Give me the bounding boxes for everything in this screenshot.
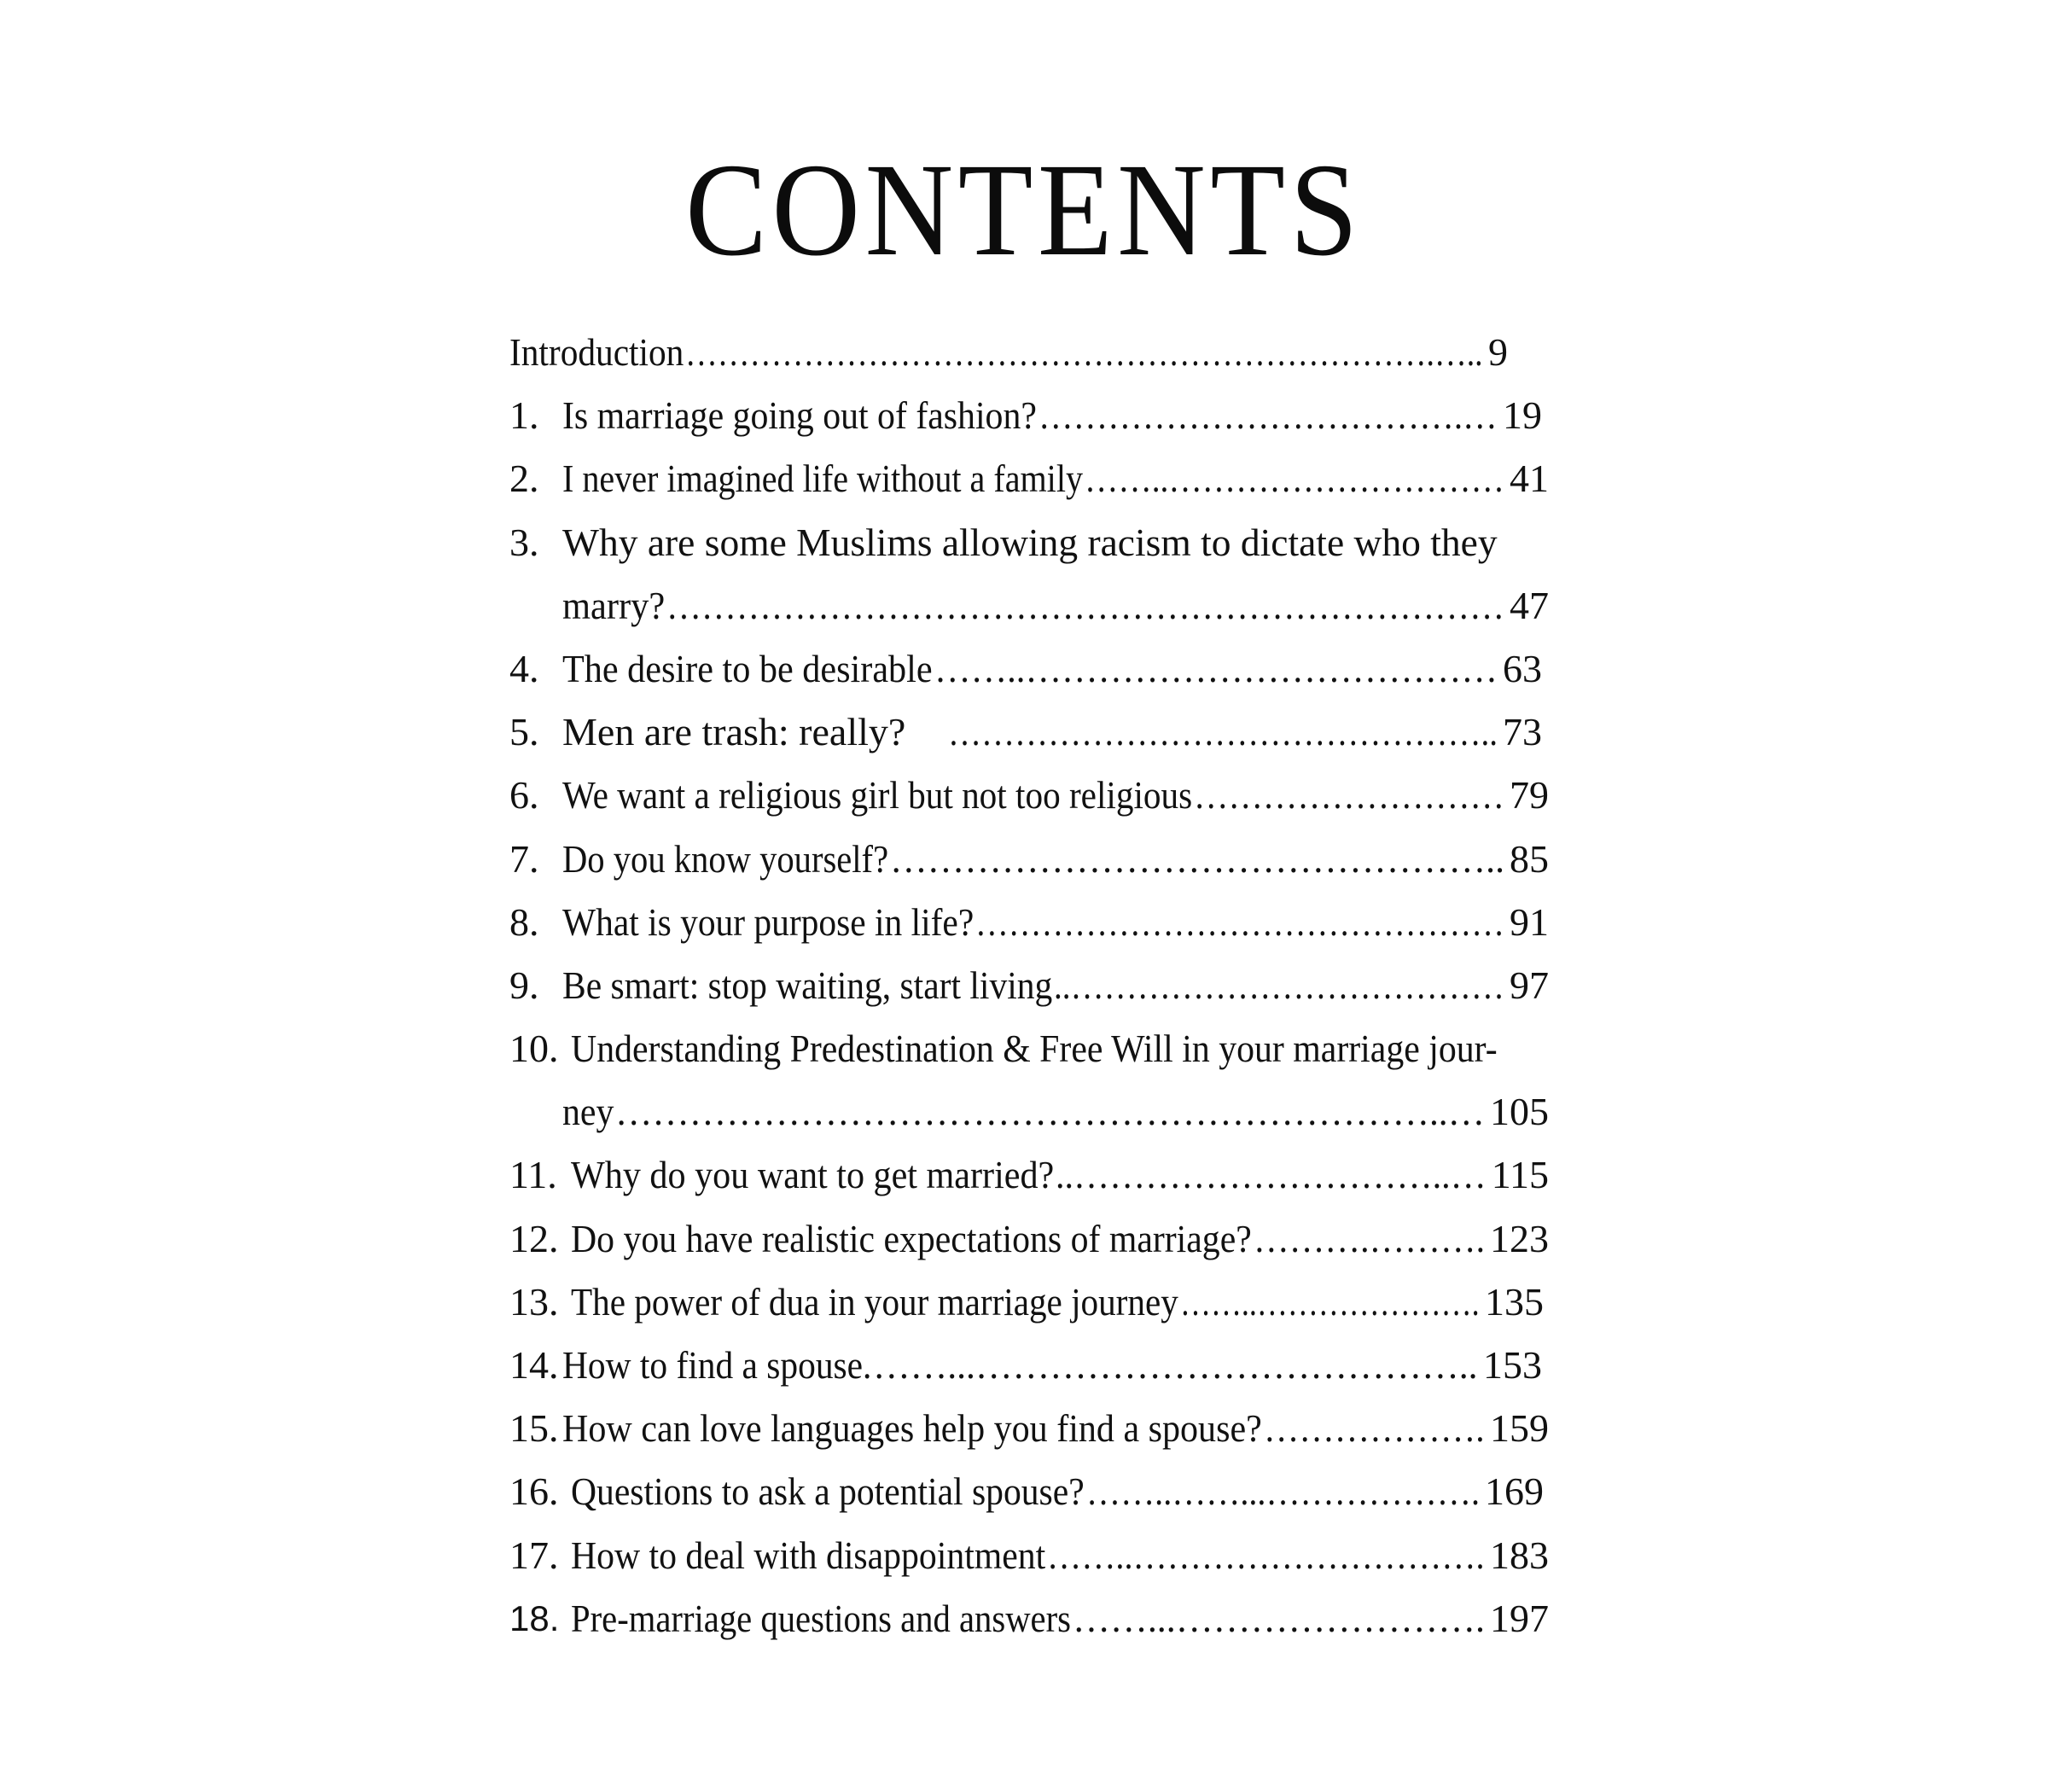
toc-page-number: 105: [1490, 1090, 1549, 1134]
toc-leader: ……..…………………………: [1085, 457, 1504, 501]
toc-entry-title: Introduction: [509, 330, 684, 374]
toc-page-number: 63: [1503, 646, 1542, 690]
toc-leader: ……………………………….…: [1039, 393, 1498, 438]
toc-entry-number: 14.: [509, 1343, 559, 1387]
toc-entry-3: [509, 511, 1549, 574]
toc-entry-title: Why do you want to get married?: [571, 1153, 1055, 1197]
toc-page-number: 169: [1485, 1469, 1544, 1514]
toc-entry-number: 1.: [509, 393, 539, 438]
contents-heading: CONTENTS: [685, 136, 1363, 283]
toc-page-number: 183: [1490, 1533, 1549, 1577]
toc-entry-title: Be smart: stop waiting, start living: [562, 963, 1053, 1007]
toc-page-number: 79: [1510, 773, 1549, 817]
toc-leader: …………………………………………: [975, 899, 1504, 944]
toc-page-number: 159: [1490, 1406, 1549, 1451]
toc-entry-number: 10.: [509, 1027, 559, 1071]
toc-page-number: 135: [1485, 1279, 1544, 1324]
toc-entry-title: Men are trash: really?: [562, 710, 906, 754]
toc-entry-17: [509, 1524, 1549, 1587]
toc-entry-title: We want a religious girl but not too religious: [562, 773, 1193, 817]
toc-page-number: 47: [1510, 583, 1549, 627]
toc-entry-title: How to find a spouse.: [562, 1343, 872, 1387]
toc-entry-number: 11.: [509, 1153, 557, 1197]
toc-entry-title: ney: [562, 1090, 614, 1134]
toc-leader: ..…………………………..…: [1056, 1153, 1487, 1197]
toc-leader: ………………………………………………………………: [666, 583, 1504, 627]
toc-entry-9: [509, 954, 1549, 1017]
toc-entry-12: [509, 1207, 1549, 1271]
toc-entry-title: How to deal with disappointment: [571, 1533, 1046, 1577]
toc-entry-title: marry?: [562, 583, 666, 627]
toc-leader: …………………………………………………………..…: [615, 1090, 1485, 1134]
toc-entry-number: 17.: [509, 1533, 559, 1577]
toc-leader: ……..………………………….: [1047, 1533, 1485, 1577]
toc-page-number: 73: [1503, 710, 1542, 754]
toc-entry-introduction: [509, 321, 1549, 384]
table-of-contents: [509, 321, 1549, 1650]
toc-page-number: 197: [1490, 1596, 1549, 1640]
toc-page-number: 41: [1510, 457, 1549, 501]
toc-entry-number: 16.: [509, 1469, 559, 1514]
toc-entry-1: [509, 384, 1549, 447]
toc-entry-10-continued: [509, 1080, 1549, 1143]
toc-page-number: 9: [1488, 330, 1508, 374]
toc-entry-title: How can love languages help you find a spouse?: [562, 1406, 1262, 1451]
toc-entry-number: 3.: [509, 520, 539, 564]
toc-page-number: 97: [1510, 963, 1549, 1007]
toc-entry-title: I never imagined life without a family: [562, 457, 1083, 501]
toc-leader: ……………….: [1264, 1406, 1485, 1451]
toc-page-number: 19: [1503, 393, 1542, 438]
toc-entry-6: [509, 764, 1549, 827]
toc-entry-13: [509, 1271, 1549, 1334]
toc-entry-7: [509, 828, 1549, 891]
toc-entry-5: [509, 701, 1549, 764]
toc-entry-title: What is your purpose in life?: [562, 899, 975, 944]
toc-leader: ……..………………….: [1180, 1279, 1480, 1324]
toc-leader: ……..…………………………………: [934, 646, 1498, 690]
toc-entry-15: [509, 1397, 1549, 1460]
toc-entry-number: 15.: [509, 1406, 559, 1451]
toc-entry-number: 8.: [509, 899, 539, 944]
toc-entry-title: Is marriage going out of fashion?: [562, 393, 1037, 438]
toc-leader: …………………………………………..: [948, 710, 1498, 754]
toc-entry-title: Do you have realistic expectations of marriage?: [571, 1216, 1252, 1260]
toc-leader: …………………………………………..: [890, 836, 1504, 881]
toc-leader: ……...…………………………………..: [873, 1343, 1478, 1387]
toc-entry-number: 18.: [509, 1597, 560, 1638]
toc-entry-number: 13.: [509, 1279, 559, 1324]
toc-entry-4: [509, 637, 1549, 701]
toc-entry-11: [509, 1143, 1549, 1207]
toc-page-number: 85: [1510, 836, 1549, 881]
toc-leader: ………………………: [1194, 773, 1504, 817]
toc-entry-title: The desire to be desirable: [562, 646, 933, 690]
toc-page-number: 115: [1491, 1153, 1549, 1197]
toc-entry-title: Understanding Predestination & Free Will in your marriage jour-: [571, 1027, 1498, 1071]
toc-entry-number: 9.: [509, 963, 539, 1007]
toc-entry-10: [509, 1017, 1549, 1080]
toc-entry-3-continued: [509, 574, 1549, 637]
toc-entry-14: [509, 1334, 1549, 1397]
toc-leader: ……...…………………….: [1073, 1596, 1485, 1640]
toc-entry-18: [509, 1587, 1549, 1650]
toc-entry-2: [509, 447, 1549, 510]
toc-entry-number: 4.: [509, 646, 539, 690]
toc-leader: ……….……….: [1254, 1216, 1485, 1260]
toc-leader: ……..……...……………….: [1086, 1469, 1480, 1514]
toc-entry-title: Do you know yourself?: [562, 836, 889, 881]
toc-page-number: 123: [1490, 1216, 1549, 1260]
toc-entry-title: Why are some Muslims allowing racism to dictate who they: [562, 520, 1498, 564]
toc-entry-title: The power of dua in your marriage journey: [571, 1279, 1178, 1324]
toc-entry-number: 6.: [509, 773, 539, 817]
toc-entry-title: Questions to ask a potential spouse?: [571, 1469, 1085, 1514]
toc-entry-number: 12.: [509, 1216, 559, 1260]
toc-entry-title: Pre-marriage questions and answers: [571, 1596, 1071, 1640]
toc-entry-number: 5.: [509, 710, 539, 754]
toc-entry-16: [509, 1460, 1549, 1523]
toc-entry-number: 7.: [509, 836, 539, 881]
toc-entry-number: 2.: [509, 457, 539, 501]
toc-page-number: 91: [1510, 899, 1549, 944]
toc-leader: …………………………………………………………….…..: [685, 330, 1483, 374]
toc-leader: ..…………………………………: [1054, 963, 1504, 1007]
toc-page-number: 153: [1483, 1343, 1542, 1387]
toc-entry-8: [509, 891, 1549, 954]
